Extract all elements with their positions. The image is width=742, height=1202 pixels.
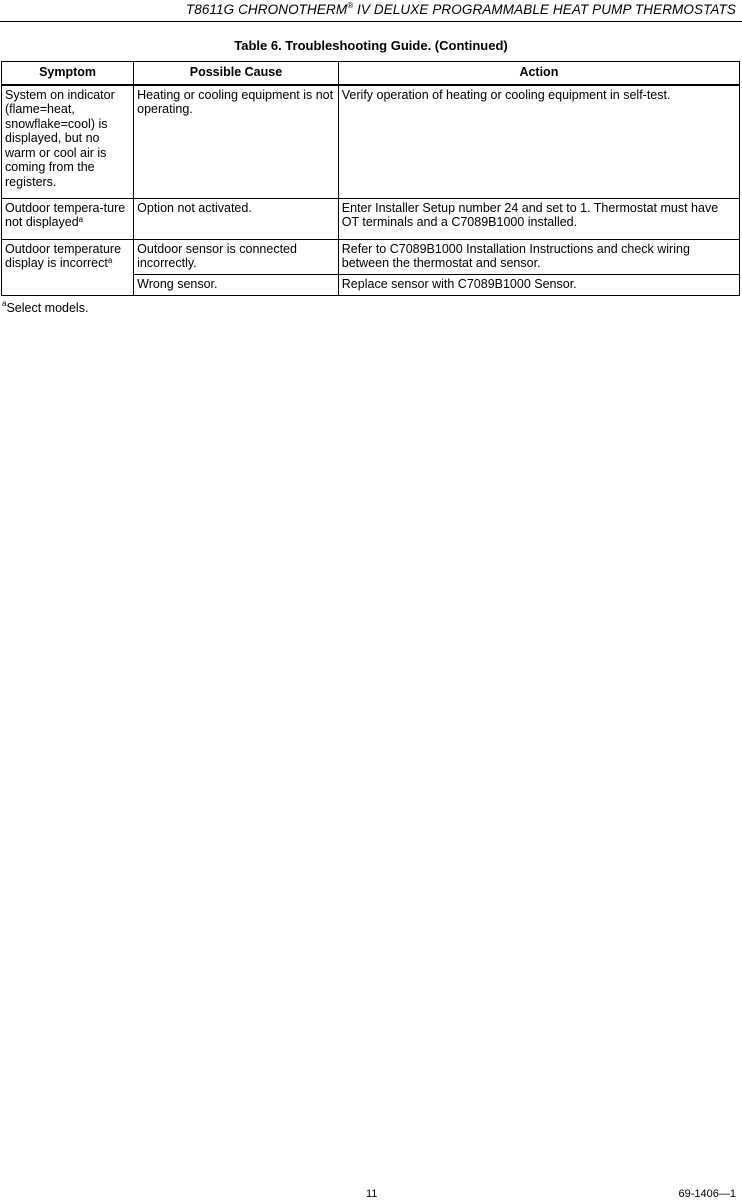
action-cell: [338, 85, 739, 199]
action-cell: [338, 274, 739, 295]
cause-cell: [134, 274, 339, 295]
column-header-action: Action: [338, 62, 739, 85]
action-text: Refer to C7089B1000 Installation Instructions and check wiring between the thermostat and sensor.: [341, 241, 690, 270]
page-number: 11: [366, 1188, 378, 1200]
registered-mark: ®: [347, 1, 354, 10]
column-header-symptom: Symptom: [2, 62, 134, 85]
symptom-cell: [2, 198, 134, 239]
cause-cell: [134, 239, 339, 274]
page-header: [0, 0, 742, 22]
footnote-marker: a: [107, 256, 113, 265]
symptom-text: Outdoor temperature display is incorrect: [5, 241, 122, 270]
symptom-cell: [2, 239, 134, 295]
cause-text: Wrong sensor.: [137, 276, 218, 291]
action-text: Replace sensor with C7089B1000 Sensor.: [341, 276, 577, 291]
troubleshooting-table: [1, 61, 740, 296]
action-text: Enter Installer Setup number 24 and set to 1. Thermostat must have OT terminals and a C7089B1000 installed.: [341, 200, 719, 229]
table-row: [2, 198, 740, 239]
cause-text: Heating or cooling equipment is not operating.: [137, 87, 334, 116]
action-cell: [338, 239, 739, 274]
cause-cell: [134, 85, 339, 199]
table-title: Table 6. Troubleshooting Guide. (Continued): [234, 38, 508, 53]
symptom-text: Outdoor tempera-ture not displayed: [5, 200, 126, 229]
cause-cell: [134, 198, 339, 239]
document-number: 69-1406—1: [678, 1188, 736, 1200]
footnote-marker: a: [2, 299, 7, 308]
footnote-marker: a: [78, 215, 84, 224]
footnote-text: Select models.: [6, 301, 89, 315]
document-title: [186, 2, 736, 17]
column-header-possible-cause: Possible Cause: [134, 62, 339, 85]
action-cell: [338, 198, 739, 239]
document-title-main: T8611G CHRONOTHERM: [185, 2, 348, 17]
document-title-rest: IV DELUXE PROGRAMMABLE HEAT PUMP THERMOSTATS: [353, 2, 736, 17]
table-header-row: [2, 62, 740, 85]
table-row: [2, 85, 740, 199]
symptom-text: System on indicator (flame=heat, snowflake=cool) is displayed, but no warm or cool air is coming from the registers.: [5, 87, 115, 189]
cause-text: Outdoor sensor is connected incorrectly.: [137, 241, 297, 270]
action-text: Verify operation of heating or cooling equipment in self-test.: [341, 87, 671, 102]
table-row: [2, 239, 740, 274]
table-footnote: [2, 301, 88, 315]
symptom-cell: [2, 85, 134, 199]
cause-text: Option not activated.: [137, 200, 252, 215]
